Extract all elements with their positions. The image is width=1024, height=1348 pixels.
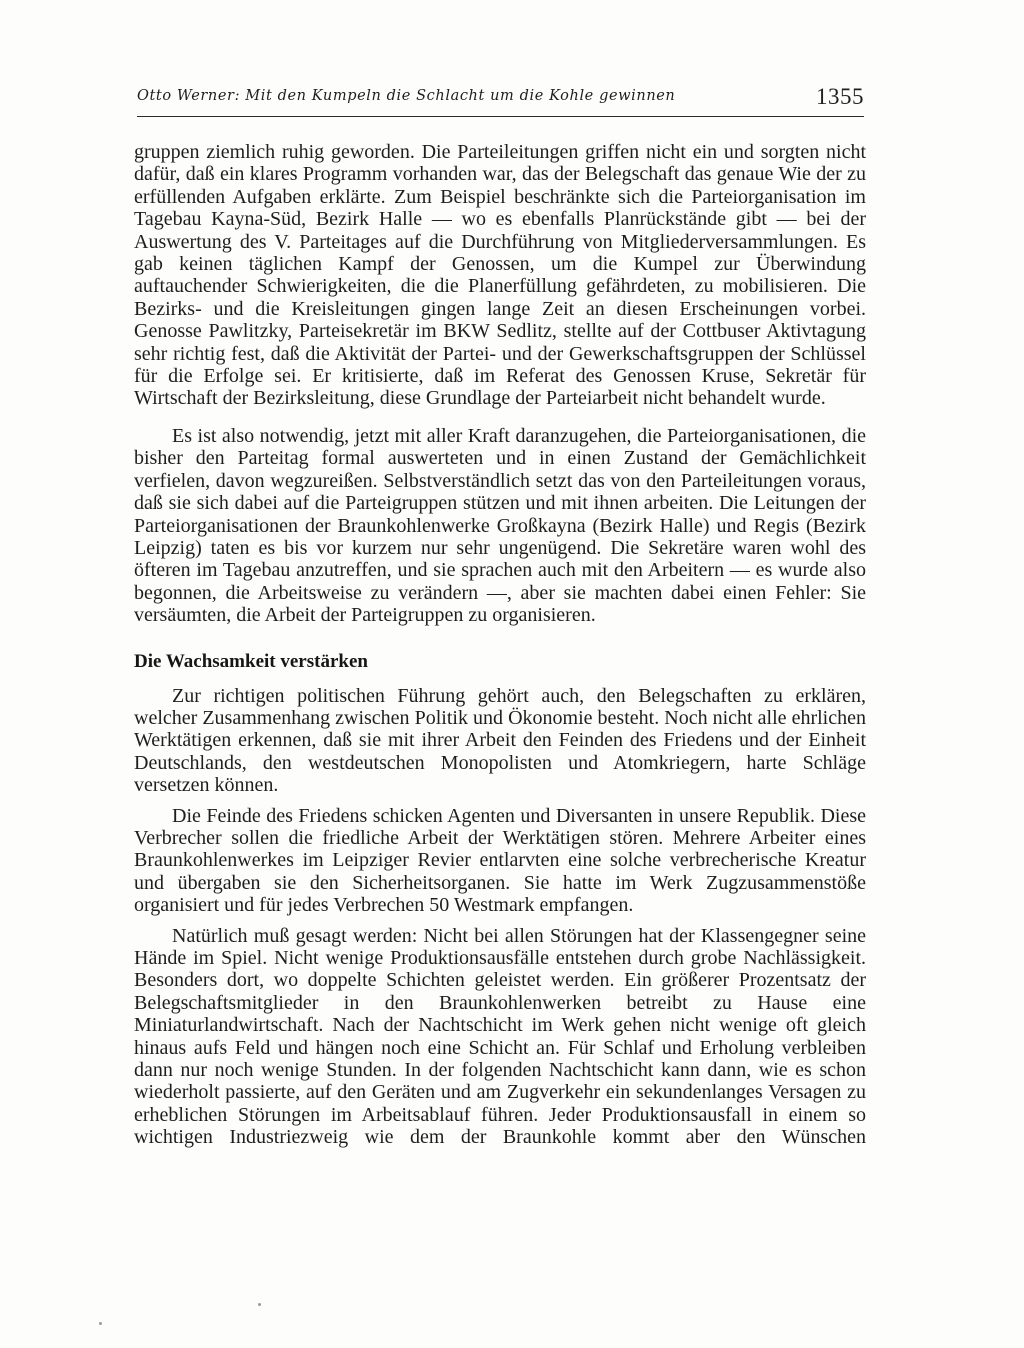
- paragraph-4: Die Feinde des Friedens schicken Agenten und Diversanten in unsere Republik. Diese Verbrecher sollen die friedliche Arbeit der Werktätigen stören. Mehrere Arbeiter eines Braunkohlenwerkes im Leipziger Revier entlarvten eine solche verbrecherische Kreatur und übergaben sie den Sicherheitsorganen. Sie hatte im Werk Zugzusammenstöße organisiert und für jedes Verbrechen 50 Westmark empfangen.: [134, 804, 866, 917]
- page-number: 1355: [816, 84, 864, 109]
- body-text: [134, 141, 866, 1149]
- paragraph-3: Zur richtigen politischen Führung gehört auch, den Belegschaften zu erklären, welcher Zusammenhang zwischen Politik und Ökonomie besteht. Noch nicht alle ehrlichen Werktätigen erkennen, daß sie mit ihrer Arbeit den Feinden des Friedens und der Einheit Deutschlands, den westdeutschen Monopolisten und Atomkriegern, harte Schläge versetzen können.: [134, 684, 866, 797]
- paragraph-2: Es ist also notwendig, jetzt mit aller Kraft daranzugehen, die Parteiorganisationen, die bisher den Parteitag formal auswerteten und in einen Zustand der Gemächlichkeit verfielen, davon wegzureißen. Selbstverständlich setzt das von den Parteileitungen voraus, daß sie sich dabei auf die Parteigruppen stützen und mit ihnen arbeiten. Die Leitungen der Parteiorganisationen der Braunkohlenwerke Großkayna (Bezirk Halle) und Regis (Bezirk Leipzig) taten es bis vor kurzem nur sehr ungenügend. Die Sekretäre waren wohl des öfteren im Tagebau anzutreffen, und sie sprachen auch mit den Arbeitern — es wurde also begonnen, die Arbeitsweise zu verändern —, aber sie machten dabei einen Fehler: Sie versäumten, die Arbeit der Parteigruppen zu organisieren.: [134, 424, 866, 627]
- running-title: Otto Werner: Mit den Kumpeln die Schlacht um die Kohle gewinnen: [137, 88, 676, 104]
- paragraph-1: gruppen ziemlich ruhig geworden. Die Parteileitungen griffen nicht ein und sorgten nicht dafür, daß ein klares Programm vorhanden war, das der Belegschaft das genaue Wie der zu erfüllenden Aufgaben erklärte. Zum Beispiel beschränkte sich die Parteiorganisation im Tagebau Kayna-Süd, Bezirk Halle — wo es ebenfalls Planrückstände gibt — bei der Auswertung des V. Parteitages auf die Durchführung von Mitgliederversammlungen. Es gab keinen täglichen Kampf der Genossen, um die Kumpel zur Überwindung auftauchender Schwierigkeiten, die die Planerfüllung gefährdeten, zu mobilisieren. Die Bezirks- und die Kreisleitungen gingen lange Zeit an diesen Erscheinungen vorbei. Genosse Pawlitzky, Parteisekretär im BKW Sedlitz, stellte auf der Cottbuser Aktivtagung sehr richtig fest, daß die Aktivität der Partei- und der Gewerkschaftsgruppen der Schlüssel für die Erfolge sei. Er kritisierte, daß im Referat des Genossen Kruse, Sekretär für Wirtschaft der Bezirksleitung, diese Grundlage der Parteiarbeit nicht behandelt wurde.: [134, 141, 866, 410]
- scan-speck: [99, 1322, 102, 1325]
- running-header: [137, 84, 864, 117]
- scan-speck: [258, 1303, 261, 1306]
- section-heading: Die Wachsamkeit verstärken: [134, 650, 368, 672]
- paragraph-5: Natürlich muß gesagt werden: Nicht bei allen Störungen hat der Klassengegner seine Hände im Spiel. Nicht wenige Produktionsausfälle entstehen durch grobe Nachlässigkeit. Besonders dort, wo doppelte Schichten geleistet werden. Ein größerer Prozentsatz der Belegschaftsmitglieder in den Braunkohlenwerken betreibt zu Hause eine Miniaturlandwirtschaft. Nach der Nachtschicht im Werk gehen nicht wenige oft gleich hinaus aufs Feld und hängen noch eine Schicht an. Für Schlaf und Erholung verbleiben dann nur noch wenige Stunden. In der folgenden Nachtschicht kann dann, wie es schon wiederholt passierte, auf den Geräten und am Zugverkehr ein sekundenlanges Versagen zu erheblichen Störungen im Arbeitsablauf führen. Jeder Produktionsausfall in einem so wichtigen Industriezweig wie dem der Braunkohle kommt aber den Wünschen: [134, 924, 866, 1149]
